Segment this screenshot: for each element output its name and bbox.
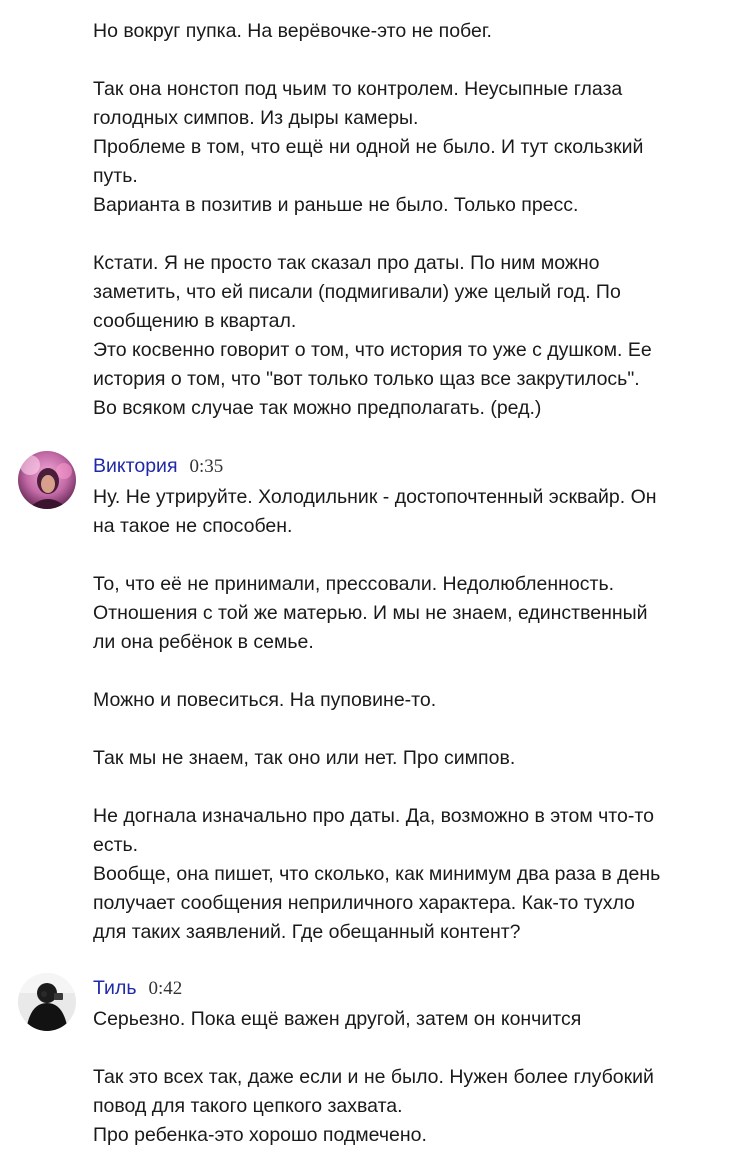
comment-header [93,455,223,478]
message-text-line: сообщению в квартал. [93,310,297,332]
message-text-line: история о том, что "вот только только щаз все закрутилось". [93,368,640,390]
message-text-line: Так мы не знаем, так оно или нет. Про симпов. [93,747,516,769]
message-text-line: Отношения с той же матерью. И мы не знаем, единственный [93,602,648,624]
comment-time[interactable]: 0:42 [148,978,183,999]
paragraph-gap [93,46,723,75]
message-text-line: получает сообщения неприличного характера. Как-то тухло [93,892,635,914]
message-text-line: Так это всех так, даже если и не было. Нужен более глубокий [93,1066,654,1088]
comment-body [93,483,723,947]
comment-time[interactable]: 0:35 [189,456,224,477]
message-text-line: Не догнала изначально про даты. Да, возможно в этом что-то [93,805,654,827]
message-text-line: голодных симпов. Из дыры камеры. [93,107,419,129]
message-text-line: путь. [93,165,138,187]
message-text-line: Кстати. Я не просто так сказал про даты. По ним можно [93,252,600,274]
paragraph-gap [93,773,723,802]
avatar[interactable] [18,451,76,509]
message-text-line: Проблеме в том, что ещё ни одной не было. И тут скользкий [93,136,644,158]
paragraph-gap [93,715,723,744]
message-text-line: Вообще, она пишет, что сколько, как минимум два раза в день [93,863,661,885]
message-text-line: повод для такого цепкого захвата. [93,1095,403,1117]
message-text-line: есть. [93,834,139,856]
comment-body [93,1005,723,1150]
paragraph-gap [93,657,723,686]
paragraph-gap [93,541,723,570]
paragraph-gap [93,1034,723,1063]
message-text-line: Варианта в позитив и раньше не было. Только пресс. [93,194,579,216]
message-text-line: для таких заявлений. Где обещанный контент? [93,921,521,943]
message-text-line: То, что её не принимали, прессовали. Недолюбленность. [93,573,615,595]
message-text-line: на такое не способен. [93,515,293,537]
comment-header [93,977,182,1000]
author-name[interactable]: Виктория [93,455,178,477]
message-text-line: Про ребенка-это хорошо подмечено. [93,1124,427,1146]
message-text-line: Ну. Не утрируйте. Холодильник - достопочтенный эсквайр. Он [93,486,657,508]
author-name[interactable]: Тиль [93,977,137,999]
message-body-previous [93,17,723,423]
avatar-photo-dark-icon [18,973,76,1031]
message-text-line: Так она нонстоп под чьим то контролем. Неусыпные глаза [93,78,623,100]
avatar-photo-pink-icon [18,451,76,509]
message-text-line: ли она ребёнок в семье. [93,631,314,653]
message-text-line: заметить, что ей писали (подмигивали) уже целый год. По [93,281,621,303]
message-text-line: Серьезно. Пока ещё важен другой, затем он кончится [93,1008,582,1030]
message-text-line: Во всяком случае так можно предполагать. (ред.) [93,397,542,419]
message-text-line: Но вокруг пупка. На верёвочке-это не побег. [93,20,492,42]
paragraph-gap [93,220,723,249]
message-text-line: Это косвенно говорит о том, что история то уже с душком. Ее [93,339,652,361]
message-text-line: Можно и повеситься. На пуповине-то. [93,689,437,711]
avatar[interactable] [18,973,76,1031]
